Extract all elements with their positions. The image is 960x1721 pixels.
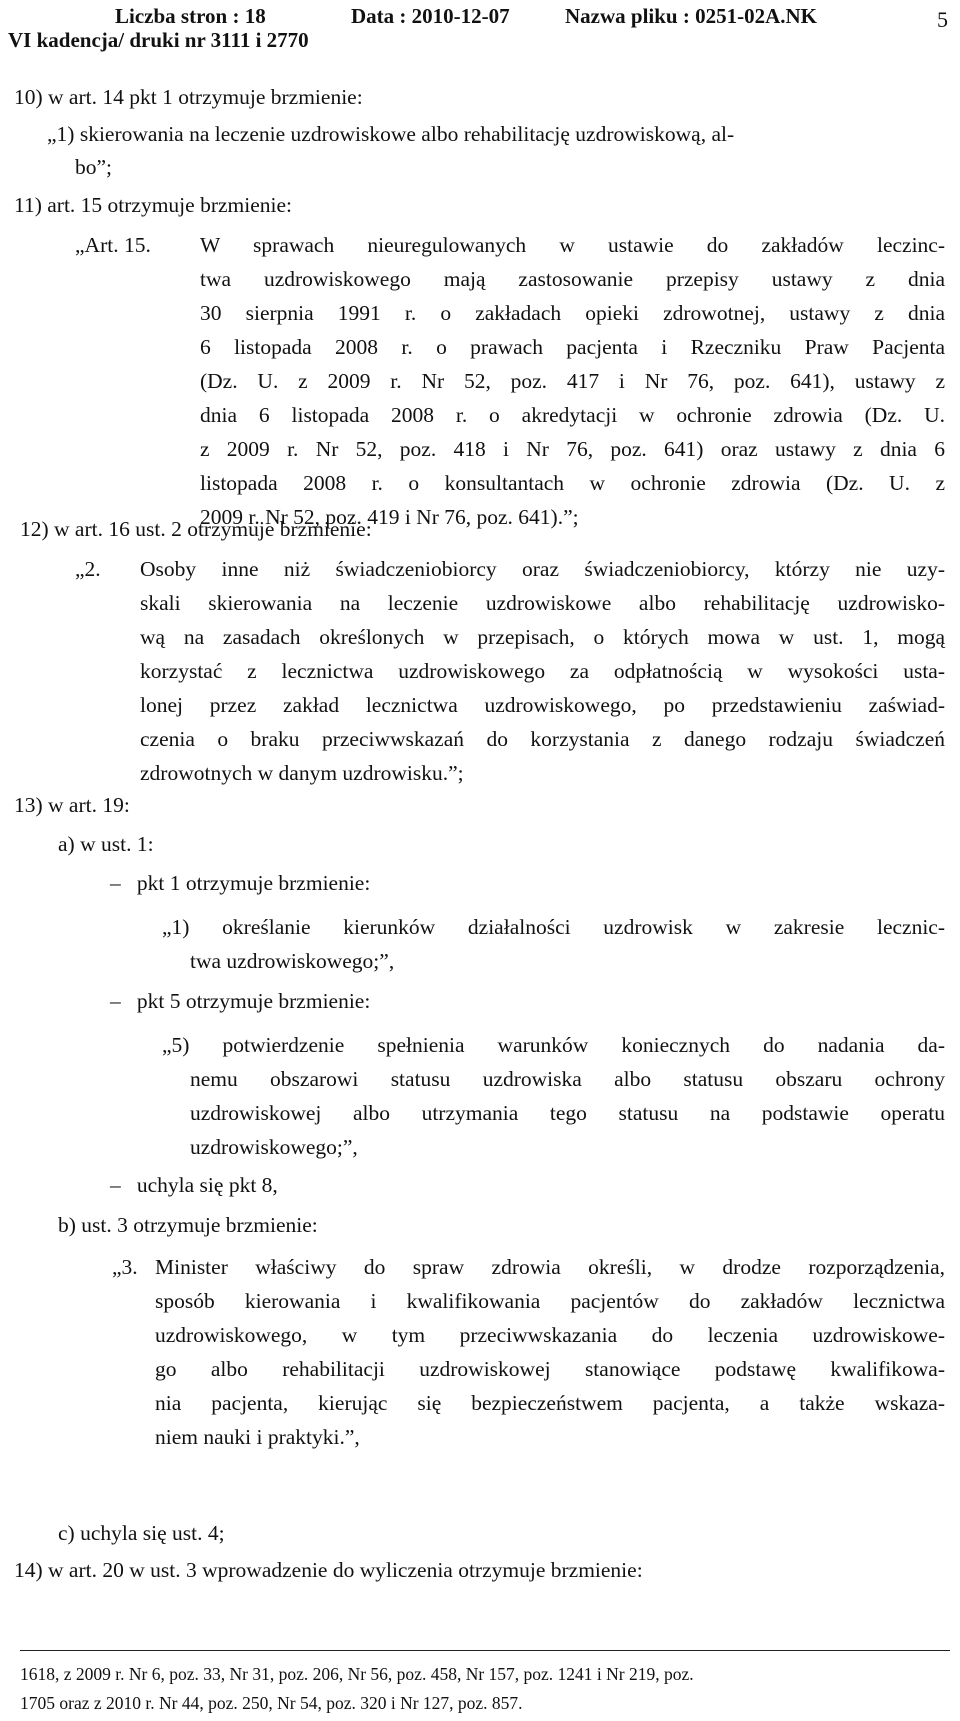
- ust2-line: korzystać z lecznictwa uzdrowiskowego za odpłatnością w wysokości usta-: [140, 659, 945, 683]
- footnote-rule: [20, 1650, 950, 1651]
- ust3-line: sposób kierowania i kwalifikowania pacjentów do zakładów lecznictwa: [155, 1289, 945, 1313]
- dash-pkt1: – pkt 1 otrzymuje brzmienie:: [110, 871, 371, 895]
- art15-line: 6 listopada 2008 r. o prawach pacjenta i Rzeczniku Praw Pacjenta: [200, 335, 945, 359]
- header-term: VI kadencja/ druki nr 3111 i 2770: [8, 28, 309, 52]
- item-10-quote-line1: „1) skierowania na leczenie uzdrowiskowe albo rehabilitację uzdrowiskową, al-: [47, 122, 735, 146]
- pkt1-quote-line: twa uzdrowiskowego;”,: [190, 949, 395, 973]
- ust3-line: Minister właściwy do spraw zdrowia określi, w drodze rozporządzenia,: [155, 1255, 945, 1279]
- art15-line: z 2009 r. Nr 52, poz. 418 i Nr 76, poz. 641) oraz ustawy z dnia 6: [200, 437, 945, 461]
- dash-pkt5: – pkt 5 otrzymuje brzmienie:: [110, 989, 371, 1013]
- pkt5-quote-line: „5) potwierdzenie spełnienia warunków koniecznych do nadania da-: [162, 1033, 945, 1057]
- ust3-line: uzdrowiskowego, w tym przeciwwskazania do leczenia uzdrowiskowe-: [155, 1323, 945, 1347]
- item-10-quote-line2: bo”;: [75, 155, 113, 179]
- ust2-line: zdrowotnych w danym uzdrowisku.”;: [140, 761, 464, 785]
- ust2-line: skali skierowania na leczenie uzdrowiskowe albo rehabilitację uzdrowisko-: [140, 591, 945, 615]
- pkt1-quote-line: „1) określanie kierunków działalności uzdrowisk w zakresie lecznic-: [162, 915, 945, 939]
- dash-pkt8: – uchyla się pkt 8,: [110, 1173, 278, 1197]
- page-number: 5: [937, 7, 948, 32]
- ust3-label: „3.: [112, 1255, 138, 1279]
- art15-line: 2009 r. Nr 52, poz. 419 i Nr 76, poz. 641).”;: [200, 505, 579, 529]
- pkt5-quote-line: nemu obszarowi statusu uzdrowiska albo statusu obszaru ochrony: [190, 1067, 945, 1091]
- footnote-line1: 1618, z 2009 r. Nr 6, poz. 33, Nr 31, poz. 206, Nr 56, poz. 458, Nr 157, poz. 1241 i Nr 219, poz.: [20, 1664, 694, 1684]
- item-12: 12) w art. 16 ust. 2 otrzymuje brzmienie:: [20, 517, 372, 541]
- art15-line: (Dz. U. z 2009 r. Nr 52, poz. 417 i Nr 76, poz. 641), ustawy z: [200, 369, 945, 393]
- art15-line: dnia 6 listopada 2008 r. o akredytacji w ochronie zdrowia (Dz. U.: [200, 403, 945, 427]
- ust2-label: „2.: [75, 557, 101, 581]
- ust2-line: czenia o braku przeciwwskazań do korzystania z danego rodzaju świadczeń: [140, 727, 945, 751]
- ust3-text: [155, 1250, 945, 1454]
- ust2-line: lonej przez zakład lecznictwa uzdrowiskowego, po przedstawieniu zaświad-: [140, 693, 945, 717]
- ust2-text: [140, 552, 945, 790]
- art15-line: twa uzdrowiskowego mają zastosowanie przepisy ustawy z dnia: [200, 267, 945, 291]
- ust2-line: Osoby inne niż świadczeniobiorcy oraz świadczeniobiorcy, którzy nie uzy-: [140, 557, 945, 581]
- item-10: 10) w art. 14 pkt 1 otrzymuje brzmienie:: [14, 85, 363, 109]
- ust3-line: nia pacjenta, kierując się bezpieczeństwem pacjenta, a także wskaza-: [155, 1391, 945, 1415]
- art15-line: 30 sierpnia 1991 r. o zakładach opieki zdrowotnej, ustawy z dnia: [200, 301, 945, 325]
- ust3-line: niem nauki i praktyki.”,: [155, 1425, 360, 1449]
- header-filename: Nazwa pliku : 0251-02A.NK: [565, 4, 818, 28]
- pkt5-quote-line: uzdrowiskowego;”,: [190, 1135, 358, 1159]
- item-11: 11) art. 15 otrzymuje brzmienie:: [14, 193, 293, 217]
- art15-line: W sprawach nieuregulowanych w ustawie do zakładów leczinc-: [200, 233, 945, 257]
- ust3-line: go albo rehabilitacji uzdrowiskowej stanowiące podstawę kwalifikowa-: [155, 1357, 945, 1381]
- art15-line: listopada 2008 r. o konsultantach w ochronie zdrowia (Dz. U. z: [200, 471, 945, 495]
- pkt5-quote-line: uzdrowiskowej albo utrzymania tego statusu na podstawie operatu: [190, 1101, 945, 1125]
- header-page-count: Liczba stron : 18: [115, 4, 266, 28]
- item-13-c: c) uchyla się ust. 4;: [58, 1521, 225, 1545]
- header-date: Data : 2010-12-07: [351, 4, 510, 28]
- item-13: 13) w art. 19:: [14, 793, 130, 817]
- footnote-line2: 1705 oraz z 2010 r. Nr 44, poz. 250, Nr 54, poz. 320 i Nr 127, poz. 857.: [20, 1693, 523, 1713]
- item-13-b: b) ust. 3 otrzymuje brzmienie:: [58, 1213, 318, 1237]
- art15-text: [200, 228, 945, 534]
- ust2-line: wą na zasadach określonych w przepisach, o których mowa w ust. 1, mogą: [140, 625, 945, 649]
- item-14: 14) w art. 20 w ust. 3 wprowadzenie do wyliczenia otrzymuje brzmienie:: [14, 1558, 643, 1582]
- art15-label: „Art. 15.: [75, 233, 151, 257]
- item-13-a: a) w ust. 1:: [58, 832, 154, 856]
